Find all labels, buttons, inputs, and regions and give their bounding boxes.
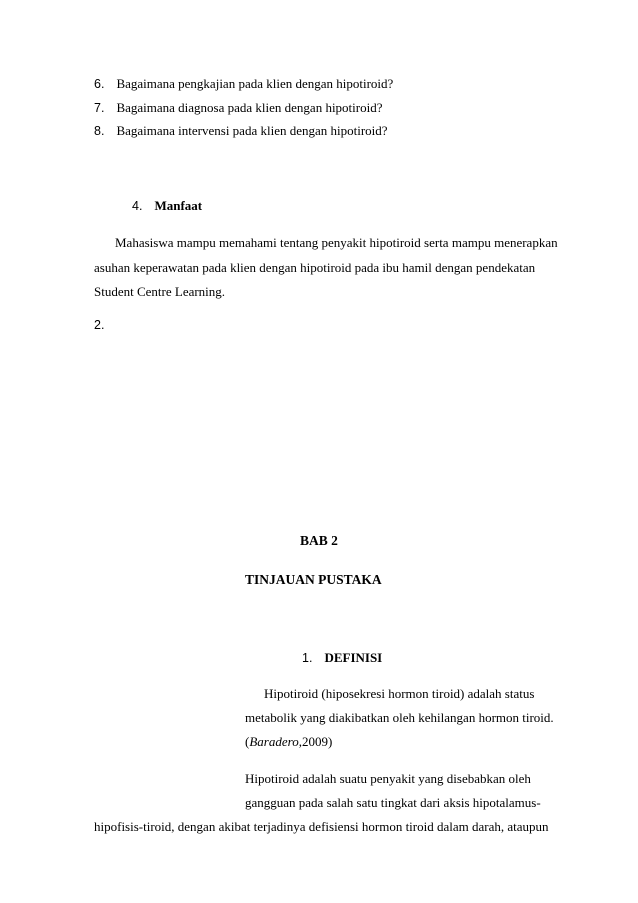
list-number: 6. [94,77,105,91]
section-number: 1. [302,651,313,665]
citation-author: Baradero [249,734,299,749]
list-number: 8. [94,124,105,138]
paragraph-line: asuhan keperawatan pada klien dengan hipotiroid pada ibu hamil dengan pendekatan [94,260,536,275]
paragraph-line: Hipotiroid adalah suatu penyakit yang disebabkan oleh [245,771,531,786]
chapter-title: TINJAUAN PUSTAKA [245,572,382,587]
chapter-number: BAB 2 [300,533,338,548]
paragraph-line: Mahasiswa mampu memahami tentang penyakit hipotiroid serta mampu menerapkan [115,235,558,250]
list-item [94,122,388,140]
paragraph-line: gangguan pada salah satu tingkat dari aksis hipotalamus- [245,795,541,810]
section-heading-definisi [302,649,382,667]
question-text: Bagaimana intervensi pada klien dengan hipotiroid? [116,123,388,138]
stray-number: 2. [94,318,105,332]
section-title: Manfaat [154,198,203,213]
citation: (Baradero,2009) [245,734,333,749]
paragraph-line: Student Centre Learning. [94,284,226,299]
paragraph-line: metabolik yang diakibatkan oleh kehilangan hormon tiroid. [245,710,554,725]
paragraph-line: Hipotiroid (hiposekresi hormon tiroid) adalah status [264,686,535,701]
list-number: 7. [94,101,105,115]
section-number: 4. [132,199,143,213]
section-title: DEFINISI [324,650,383,665]
section-heading-manfaat [132,197,202,215]
question-text: Bagaimana diagnosa pada klien dengan hipotiroid? [116,100,383,115]
list-item [94,99,383,117]
question-text: Bagaimana pengkajian pada klien dengan hipotiroid? [116,76,394,91]
list-item [94,75,393,93]
paragraph-line: hipofisis-tiroid, dengan akibat terjadinya defisiensi hormon tiroid dalam darah, ataupun [94,819,549,834]
